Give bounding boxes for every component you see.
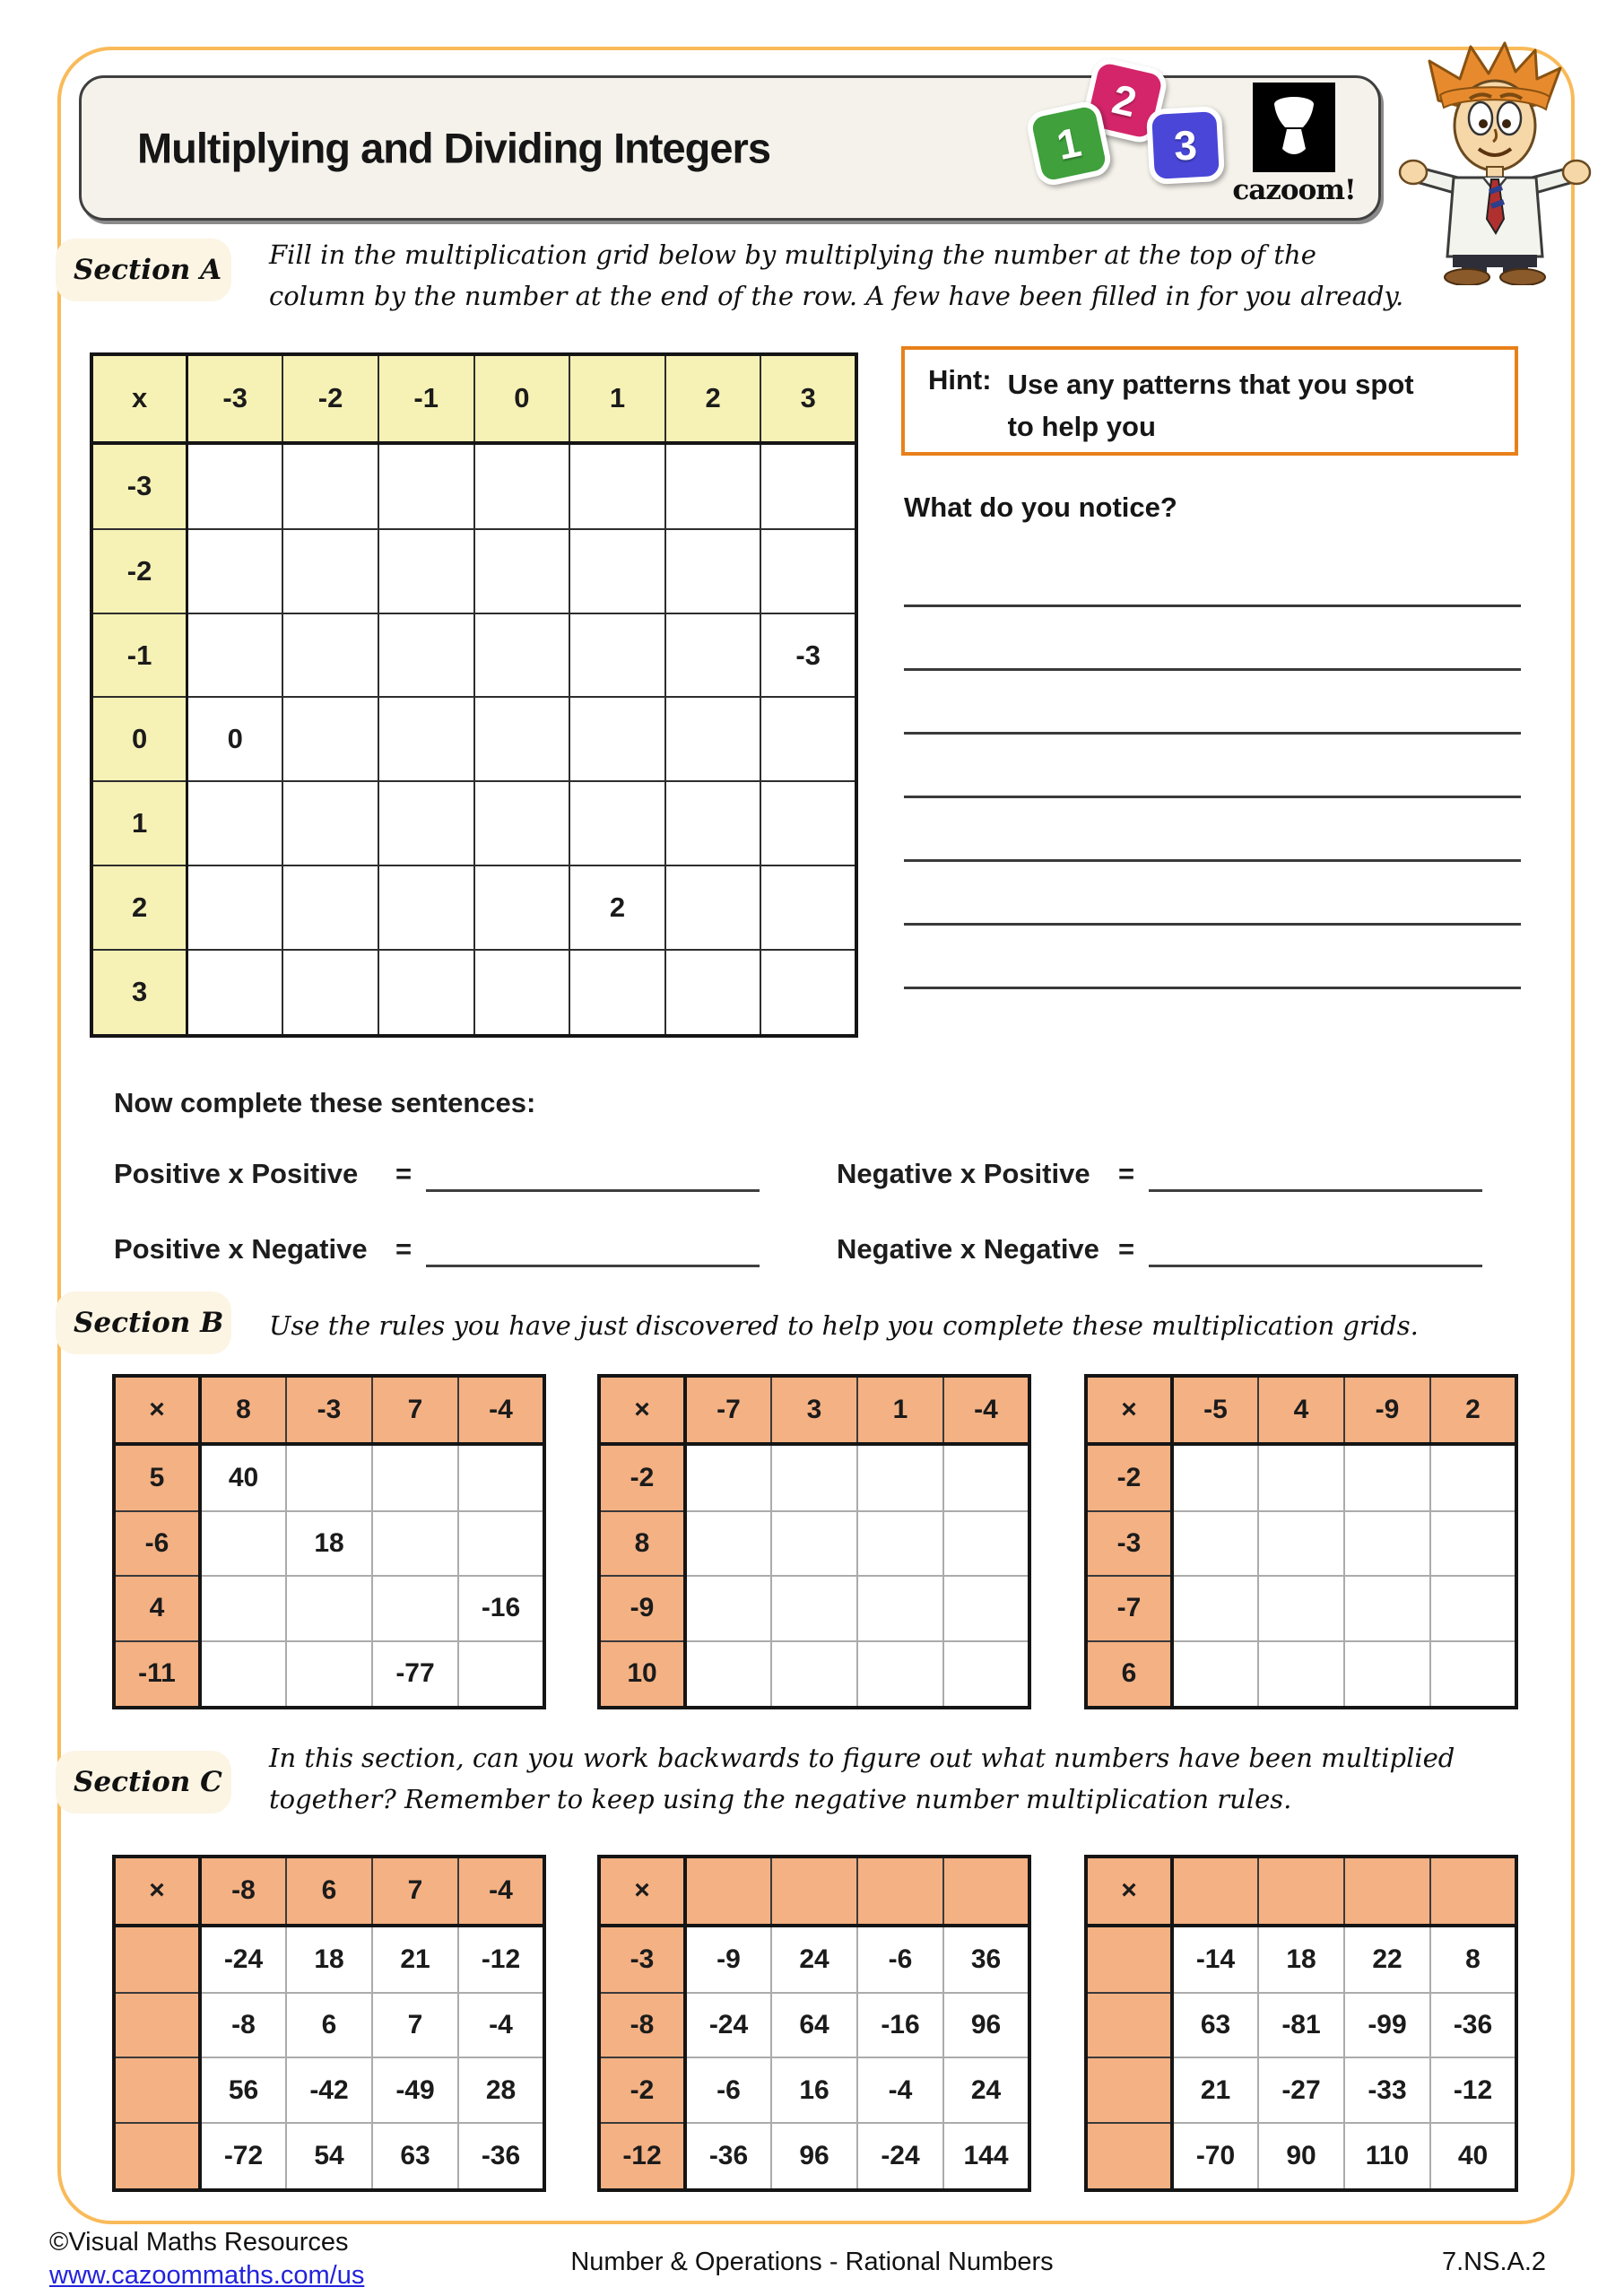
- grid-cell-filled: -81: [1258, 1993, 1344, 2058]
- grid-cell-empty: [943, 1444, 1029, 1510]
- grid-cell-empty: [1430, 1641, 1516, 1708]
- sentence-label: Positive x Negative: [114, 1233, 368, 1265]
- grid-cell-empty: [771, 1444, 857, 1510]
- grid-cell-filled: 63: [372, 2123, 458, 2190]
- grid-cell-empty: [1258, 1576, 1344, 1640]
- grid-corner-cell: ×: [1086, 1376, 1172, 1444]
- grid-cell-empty: [282, 950, 378, 1036]
- worksheet-title: Multiplying and Dividing Integers: [137, 124, 770, 172]
- sentence-negative-positive: [837, 1150, 1482, 1190]
- answer-line: [904, 987, 1521, 989]
- grid-cell-filled: -36: [1430, 1993, 1516, 2058]
- multiplication-table: [1084, 1374, 1518, 1709]
- grid-cell-empty: [1430, 1444, 1516, 1510]
- grid-cell-empty: [1344, 1444, 1430, 1510]
- grid-cell-filled: -24: [200, 1926, 286, 1993]
- sentence-negative-negative: [837, 1225, 1482, 1265]
- grid-corner-cell: ×: [1086, 1857, 1172, 1926]
- grid-cell-empty: [665, 781, 761, 865]
- grid-cell-empty: [569, 443, 665, 529]
- grid-cell-empty: [458, 1444, 544, 1510]
- grid-row-header: 10: [599, 1641, 685, 1708]
- grid-cell-empty: [378, 613, 474, 698]
- grid-cell-empty: [569, 781, 665, 865]
- grid-cell-empty: [760, 950, 856, 1036]
- grid-cell-empty: [378, 697, 474, 781]
- grid-cell-filled: 96: [943, 1993, 1029, 2058]
- grid-row-header: -6: [114, 1511, 200, 1576]
- grid-row-header: -2: [599, 1444, 685, 1510]
- grid-cell-filled: 21: [1172, 2057, 1258, 2123]
- grid-cell-filled: -4: [458, 1993, 544, 2058]
- equals-sign: =: [395, 1158, 413, 1189]
- grid-col-header: [1344, 1857, 1430, 1926]
- grid-cell-empty: [665, 529, 761, 613]
- grid-corner-cell: ×: [599, 1857, 685, 1926]
- grid-cell-filled: -77: [372, 1641, 458, 1708]
- grid-cell-empty: [665, 865, 761, 950]
- grid-row-header: -12: [599, 2123, 685, 2190]
- grid-cell-empty: [187, 781, 283, 865]
- grid-col-header: 4: [1258, 1376, 1344, 1444]
- section-b-grid-1: [112, 1374, 546, 1709]
- grid-row-header: -1: [91, 613, 187, 698]
- grid-col-header: 1: [857, 1376, 943, 1444]
- grid-cell-empty: [685, 1444, 771, 1510]
- grid-cell-empty: [372, 1576, 458, 1640]
- grid-cell-filled: 63: [1172, 1993, 1258, 2058]
- sentence-label: Positive x Positive: [114, 1158, 359, 1189]
- grid-col-header: -3: [187, 354, 283, 443]
- notice-question: What do you notice?: [904, 491, 1177, 523]
- grid-cell-filled: -12: [1430, 2057, 1516, 2123]
- section-b-label: [56, 1292, 231, 1354]
- grid-cell-empty: [569, 697, 665, 781]
- mascot-character: [1383, 41, 1607, 285]
- grid-col-header: -4: [458, 1376, 544, 1444]
- grid-cell-empty: [665, 697, 761, 781]
- grid-row-header: 1: [91, 781, 187, 865]
- grid-cell-empty: [200, 1576, 286, 1640]
- grid-col-header: [943, 1857, 1029, 1926]
- djembe-drum-icon: [1269, 95, 1319, 160]
- grid-cell-filled: 96: [771, 2123, 857, 2190]
- grid-cell-filled: 7: [372, 1993, 458, 2058]
- grid-cell-empty: [1430, 1576, 1516, 1640]
- multiplication-table: [90, 352, 858, 1038]
- grid-cell-empty: [474, 950, 570, 1036]
- grid-col-header: 0: [474, 354, 570, 443]
- grid-cell-filled: -49: [372, 2057, 458, 2123]
- section-b-instructions: [269, 1306, 1419, 1347]
- logo-number-tile-1: 1: [1024, 99, 1114, 188]
- grid-cell-filled: -8: [200, 1993, 286, 2058]
- grid-cell-empty: [665, 443, 761, 529]
- grid-cell-empty: [857, 1444, 943, 1510]
- copyright-text: ©Visual Maths Resources: [49, 2228, 349, 2257]
- grid-cell-empty: [1172, 1641, 1258, 1708]
- grid-cell-filled: -4: [857, 2057, 943, 2123]
- multiplication-table: [597, 1374, 1031, 1709]
- sentence-label: Negative x Negative: [837, 1233, 1099, 1265]
- sentence-positive-positive: [114, 1150, 760, 1190]
- grid-cell-empty: [458, 1641, 544, 1708]
- grid-cell-empty: [378, 781, 474, 865]
- grid-cell-empty: [1258, 1444, 1344, 1510]
- grid-cell-empty: [1344, 1576, 1430, 1640]
- grid-cell-empty: [474, 865, 570, 950]
- grid-col-header: -8: [200, 1857, 286, 1926]
- grid-cell-empty: [372, 1444, 458, 1510]
- grid-cell-empty: [760, 781, 856, 865]
- section-a-label-text: Section A: [74, 254, 222, 286]
- equals-sign: =: [1118, 1158, 1135, 1189]
- grid-cell-filled: 8: [1430, 1926, 1516, 1993]
- grid-cell-empty: [378, 865, 474, 950]
- instruction-line: column by the number at the end of the row. A few have been filled in for you already.: [269, 280, 1404, 311]
- grid-row-header: -3: [91, 443, 187, 529]
- grid-cell-filled: -72: [200, 2123, 286, 2190]
- section-c-grid-3: [1084, 1855, 1518, 2192]
- grid-col-header: [1172, 1857, 1258, 1926]
- grid-col-header: 3: [760, 354, 856, 443]
- section-b-grid-2: [597, 1374, 1031, 1709]
- grid-row-header: -11: [114, 1641, 200, 1708]
- grid-row-header: [1086, 2123, 1172, 2190]
- grid-cell-empty: [474, 781, 570, 865]
- multiplication-table: [1084, 1855, 1518, 2192]
- grid-row-header: 4: [114, 1576, 200, 1640]
- grid-cell-empty: [569, 613, 665, 698]
- grid-cell-empty: [857, 1641, 943, 1708]
- grid-cell-empty: [286, 1444, 372, 1510]
- hint-box: [901, 346, 1518, 456]
- grid-cell-empty: [286, 1576, 372, 1640]
- grid-col-header: 6: [286, 1857, 372, 1926]
- grid-cell-empty: [1172, 1444, 1258, 1510]
- grid-cell-empty: [378, 950, 474, 1036]
- grid-cell-filled: 22: [1344, 1926, 1430, 1993]
- grid-cell-empty: [187, 950, 283, 1036]
- grid-cell-empty: [1430, 1511, 1516, 1576]
- grid-cell-empty: [474, 697, 570, 781]
- grid-cell-filled: -36: [458, 2123, 544, 2190]
- grid-cell-empty: [760, 443, 856, 529]
- grid-col-header: -3: [286, 1376, 372, 1444]
- section-c-label-text: Section C: [74, 1766, 222, 1798]
- grid-cell-empty: [857, 1576, 943, 1640]
- grid-cell-empty: [372, 1511, 458, 1576]
- grid-cell-empty: [665, 613, 761, 698]
- answer-line: [904, 923, 1521, 926]
- answer-line: [904, 732, 1521, 735]
- grid-corner-cell: ×: [114, 1376, 200, 1444]
- grid-cell-filled: 0: [187, 697, 283, 781]
- grid-col-header: 8: [200, 1376, 286, 1444]
- grid-col-header: [1258, 1857, 1344, 1926]
- answer-line: [904, 668, 1521, 671]
- grid-row-header: [1086, 1993, 1172, 2058]
- grid-row-header: -2: [599, 2057, 685, 2123]
- grid-corner-cell: ×: [599, 1376, 685, 1444]
- grid-cell-empty: [282, 781, 378, 865]
- grid-cell-empty: [282, 865, 378, 950]
- grid-cell-filled: -24: [857, 2123, 943, 2190]
- grid-cell-empty: [1344, 1511, 1430, 1576]
- grid-cell-filled: -99: [1344, 1993, 1430, 2058]
- grid-col-header: [685, 1857, 771, 1926]
- grid-cell-empty: [282, 529, 378, 613]
- grid-cell-filled: -12: [458, 1926, 544, 1993]
- grid-cell-filled: -16: [857, 1993, 943, 2058]
- grid-row-header: -2: [1086, 1444, 1172, 1510]
- grid-row-header: 3: [91, 950, 187, 1036]
- grid-row-header: -7: [1086, 1576, 1172, 1640]
- grid-cell-empty: [1172, 1576, 1258, 1640]
- hint-line: to help you: [1007, 410, 1156, 442]
- cazoom-drum-icon: [1253, 83, 1335, 172]
- grid-cell-empty: [282, 613, 378, 698]
- grid-cell-filled: 21: [372, 1926, 458, 1993]
- section-c-grid-2: [597, 1855, 1031, 2192]
- grid-cell-empty: [943, 1576, 1029, 1640]
- grid-col-header: -4: [943, 1376, 1029, 1444]
- grid-cell-filled: -27: [1258, 2057, 1344, 2123]
- instruction-line: Fill in the multiplication grid below by multiplying the number at the top of the: [269, 239, 1316, 270]
- grid-cell-empty: [943, 1641, 1029, 1708]
- grid-row-header: [1086, 2057, 1172, 2123]
- grid-row-header: -2: [91, 529, 187, 613]
- notice-answer-lines: [904, 544, 1521, 989]
- grid-cell-empty: [200, 1641, 286, 1708]
- grid-cell-filled: -16: [458, 1576, 544, 1640]
- grid-row-header: [1086, 1926, 1172, 1993]
- grid-cell-filled: 40: [1430, 2123, 1516, 2190]
- grid-cell-empty: [1258, 1641, 1344, 1708]
- grid-cell-filled: 24: [943, 2057, 1029, 2123]
- grid-cell-empty: [458, 1511, 544, 1576]
- grid-cell-filled: -36: [685, 2123, 771, 2190]
- grid-cell-filled: 90: [1258, 2123, 1344, 2190]
- grid-row-header: 8: [599, 1511, 685, 1576]
- grid-cell-empty: [760, 865, 856, 950]
- cazoom-website-link[interactable]: www.cazoommaths.com/us: [49, 2261, 365, 2290]
- cazoom-logo: [1218, 83, 1370, 213]
- grid-cell-filled: 18: [286, 1926, 372, 1993]
- grid-cell-filled: -70: [1172, 2123, 1258, 2190]
- section-a-instructions: [269, 235, 1403, 317]
- section-b-label-text: Section B: [74, 1307, 224, 1339]
- section-a-label: [56, 239, 231, 301]
- grid-cell-empty: [378, 443, 474, 529]
- grid-col-header: -9: [1344, 1376, 1430, 1444]
- answer-line: [904, 796, 1521, 798]
- grid-corner-cell: x: [91, 354, 187, 443]
- grid-col-header: -4: [458, 1857, 544, 1926]
- grid-col-header: -2: [282, 354, 378, 443]
- multiplication-table: [112, 1374, 546, 1709]
- grid-cell-filled: 110: [1344, 2123, 1430, 2190]
- grid-cell-filled: -24: [685, 1993, 771, 2058]
- equals-sign: =: [395, 1233, 413, 1265]
- multiplication-table: [112, 1855, 546, 2192]
- grid-col-header: [1430, 1857, 1516, 1926]
- grid-corner-cell: ×: [114, 1857, 200, 1926]
- grid-cell-empty: [187, 613, 283, 698]
- equals-sign: =: [1118, 1233, 1135, 1265]
- grid-cell-empty: [200, 1511, 286, 1576]
- grid-col-header: 7: [372, 1857, 458, 1926]
- grid-cell-empty: [771, 1576, 857, 1640]
- grid-row-header: 0: [91, 697, 187, 781]
- instruction-line: In this section, can you work backwards to figure out what numbers have been multiplied: [269, 1743, 1455, 1773]
- grid-cell-empty: [187, 529, 283, 613]
- instruction-line: Use the rules you have just discovered to help you complete these multiplication grids.: [269, 1310, 1419, 1341]
- section-c-grid-1: [112, 1855, 546, 2192]
- grid-cell-filled: -6: [857, 1926, 943, 1993]
- grid-row-header: -8: [599, 1993, 685, 2058]
- grid-cell-empty: [1344, 1641, 1430, 1708]
- hint-line: Use any patterns that you spot: [1007, 369, 1414, 400]
- section-c-label: [56, 1751, 231, 1813]
- grid-col-header: -5: [1172, 1376, 1258, 1444]
- answer-blank: [426, 1234, 760, 1267]
- grid-cell-filled: 40: [200, 1444, 286, 1510]
- sentence-label: Negative x Positive: [837, 1158, 1090, 1189]
- instruction-line: together? Remember to keep using the negative number multiplication rules.: [269, 1783, 1292, 1814]
- grid-cell-filled: 56: [200, 2057, 286, 2123]
- section-b-grid-3: [1084, 1374, 1518, 1709]
- grid-cell-empty: [474, 613, 570, 698]
- grid-col-header: 2: [665, 354, 761, 443]
- sentence-positive-negative: [114, 1225, 760, 1265]
- grid-row-header: 2: [91, 865, 187, 950]
- grid-cell-empty: [685, 1641, 771, 1708]
- hint-label: Hint:: [928, 364, 992, 396]
- multiplication-table: [597, 1855, 1031, 2192]
- grid-cell-empty: [943, 1511, 1029, 1576]
- grid-cell-filled: 144: [943, 2123, 1029, 2190]
- grid-cell-filled: -42: [286, 2057, 372, 2123]
- grid-cell-empty: [569, 529, 665, 613]
- cazoom-brand-text: cazoom!: [1232, 174, 1356, 206]
- grid-col-header: -7: [685, 1376, 771, 1444]
- grid-cell-empty: [474, 443, 570, 529]
- grid-cell-empty: [187, 865, 283, 950]
- answer-line: [904, 604, 1521, 607]
- grid-cell-filled: 28: [458, 2057, 544, 2123]
- grid-cell-empty: [665, 950, 761, 1036]
- grid-cell-filled: 18: [286, 1511, 372, 1576]
- grid-col-header: -1: [378, 354, 474, 443]
- grid-cell-empty: [282, 443, 378, 529]
- grid-cell-filled: 54: [286, 2123, 372, 2190]
- grid-cell-filled: 36: [943, 1926, 1029, 1993]
- standard-code: 7.NS.A.2: [1442, 2248, 1547, 2276]
- answer-line: [904, 859, 1521, 862]
- sentences-title: Now complete these sentences:: [114, 1087, 536, 1118]
- grid-cell-empty: [771, 1641, 857, 1708]
- grid-cell-empty: [771, 1511, 857, 1576]
- grid-cell-filled: 16: [771, 2057, 857, 2123]
- grid-row-header: -3: [599, 1926, 685, 1993]
- answer-blank: [426, 1159, 760, 1192]
- grid-cell-filled: -9: [685, 1926, 771, 1993]
- grid-cell-empty: [1172, 1511, 1258, 1576]
- footer-topic-text: Number & Operations - Rational Numbers: [570, 2248, 1054, 2276]
- grid-cell-empty: [685, 1576, 771, 1640]
- logo-number-tile-3: 3: [1146, 106, 1225, 185]
- grid-cell-empty: [187, 443, 283, 529]
- grid-cell-empty: [286, 1641, 372, 1708]
- grid-col-header: 3: [771, 1376, 857, 1444]
- grid-cell-empty: [760, 697, 856, 781]
- grid-row-header: [114, 1993, 200, 2058]
- grid-col-header: 1: [569, 354, 665, 443]
- section-a-multiplication-grid: [90, 352, 858, 1038]
- grid-cell-empty: [474, 529, 570, 613]
- grid-cell-filled: -6: [685, 2057, 771, 2123]
- logo-number-tile-2: 2: [1080, 56, 1170, 146]
- grid-cell-filled: 2: [569, 865, 665, 950]
- grid-row-header: [114, 2057, 200, 2123]
- section-c-instructions: [269, 1738, 1455, 1821]
- grid-cell-filled: 64: [771, 1993, 857, 2058]
- grid-row-header: -3: [1086, 1511, 1172, 1576]
- answer-blank: [1149, 1159, 1482, 1192]
- grid-row-header: [114, 1926, 200, 1993]
- grid-cell-filled: 18: [1258, 1926, 1344, 1993]
- grid-cell-empty: [1258, 1511, 1344, 1576]
- grid-cell-filled: 24: [771, 1926, 857, 1993]
- grid-cell-filled: -14: [1172, 1926, 1258, 1993]
- grid-cell-empty: [685, 1511, 771, 1576]
- grid-cell-filled: -33: [1344, 2057, 1430, 2123]
- grid-col-header: [857, 1857, 943, 1926]
- grid-row-header: [114, 2123, 200, 2190]
- grid-row-header: 5: [114, 1444, 200, 1510]
- grid-cell-empty: [378, 529, 474, 613]
- grid-col-header: 2: [1430, 1376, 1516, 1444]
- grid-cell-empty: [569, 950, 665, 1036]
- grid-col-header: [771, 1857, 857, 1926]
- grid-cell-filled: -3: [760, 613, 856, 698]
- answer-blank: [1149, 1234, 1482, 1267]
- grid-col-header: 7: [372, 1376, 458, 1444]
- grid-row-header: 6: [1086, 1641, 1172, 1708]
- grid-row-header: -9: [599, 1576, 685, 1640]
- grid-cell-empty: [857, 1511, 943, 1576]
- grid-cell-empty: [760, 529, 856, 613]
- grid-cell-filled: 6: [286, 1993, 372, 2058]
- grid-cell-empty: [282, 697, 378, 781]
- hint-text: [1008, 364, 1414, 452]
